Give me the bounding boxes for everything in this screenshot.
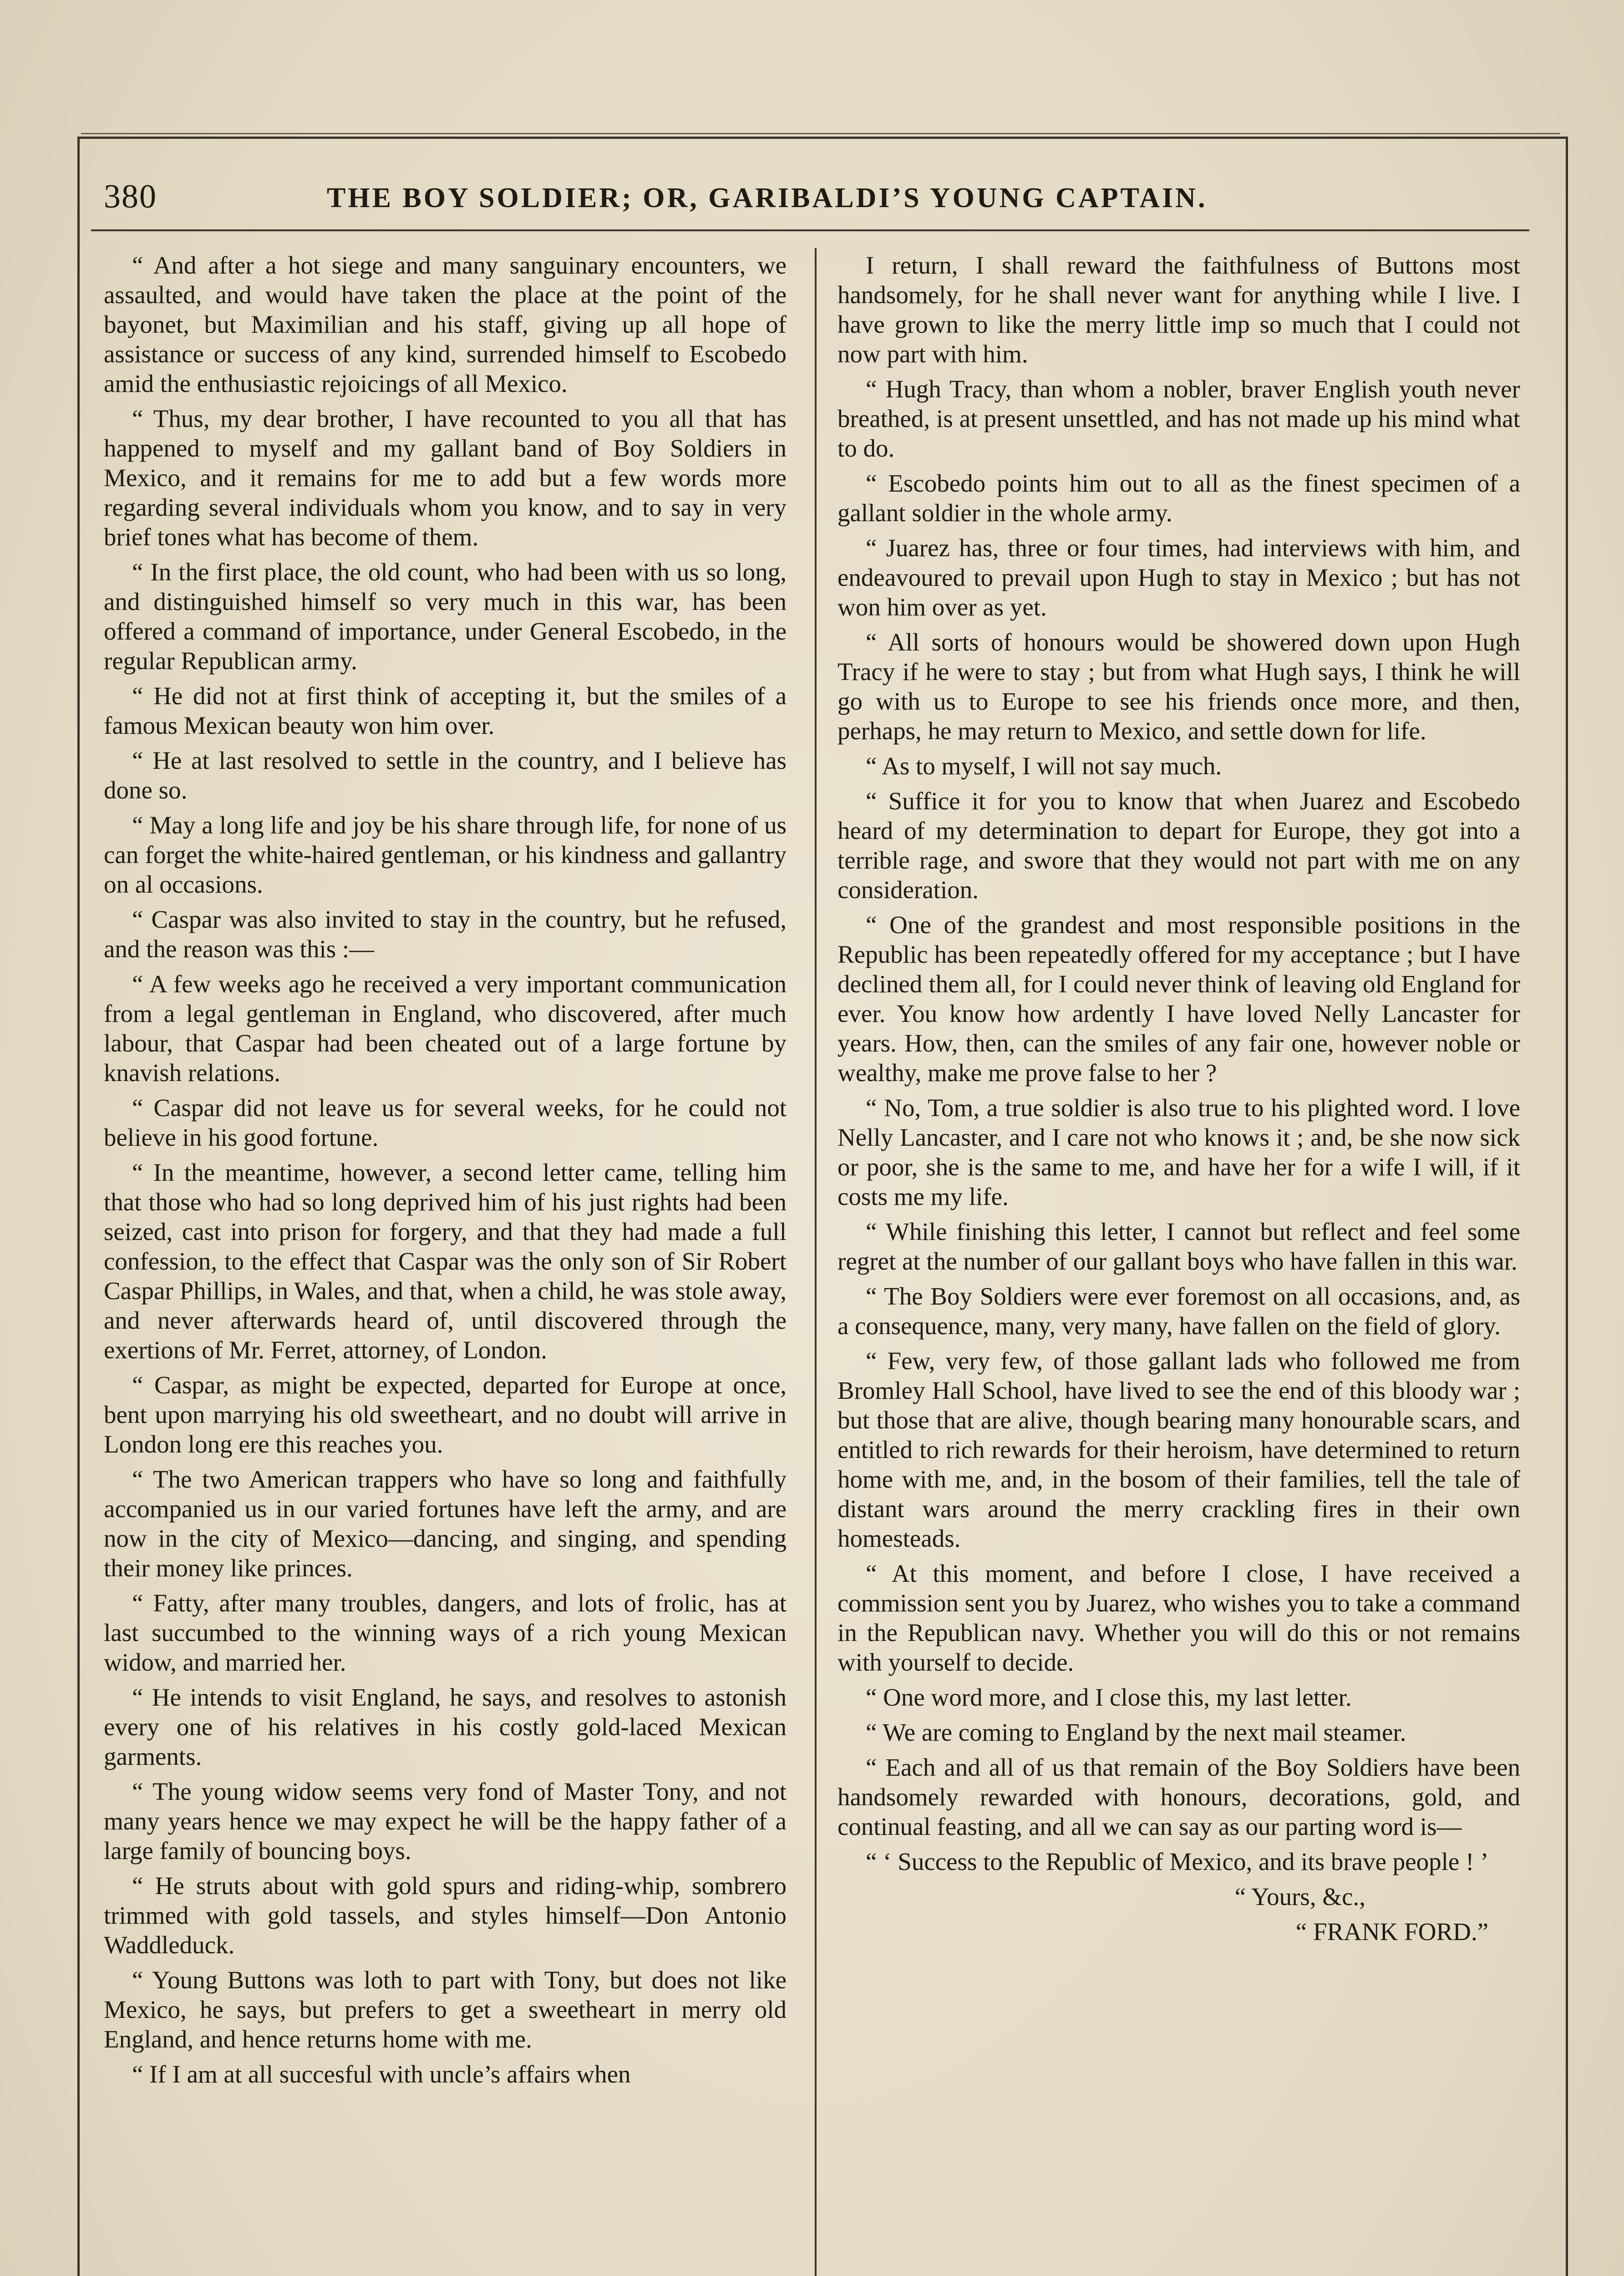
paragraph: “ Caspar did not leave us for several weeks, for he could not believe in his good fortune. [104,1094,787,1151]
paragraph: “ Few, very few, of those gallant lads who followed me from Bromley Hall School, have lived to see the end of this bloody war ; but those that are alive, though bearing many honourable scars, and entitled to rich rewards for their heroism, have determined to return home with me, and, in the bosom of their families, tell the tale of distant wars around the merry crackling fires in their own homesteads. [837,1347,1520,1552]
top-rule [81,133,1560,134]
right-paragraphs [837,250,1520,1876]
paragraph: “ One word more, and I close this, my last letter. [866,1683,1352,1711]
paragraph: “ Each and all of us that remain of the Boy Soldiers have been handsomely rewarded with honours, decorations, gold, and continual feasting, and all we can say as our parting word is— [837,1753,1520,1840]
paragraph: “ The two American trappers who have so long and faithfully accompanied us in our varied fortunes have left the army, and are now in the city of Mexico—dancing, and singing, and spending their money like princes. [104,1465,787,1582]
paragraph: “ All sorts of honours would be showered down upon Hugh Tracy if he were to stay ; but from what Hugh says, I think he will go with us to Europe to see his friends once more, and then, perhaps, he may return to Mexico, and settle down for life. [837,628,1520,745]
paragraph: I return, I shall reward the faithfulness of Buttons most handsomely, for he shall never want for anything while I live. I have grown to like the merry little imp so much that I could not now part with him. [837,251,1520,368]
paragraph: “ Escobedo points him out to all as the finest specimen of a gallant soldier in the whole army. [837,469,1520,527]
paragraph: “ The young widow seems very fond of Master Tony, and not many years hence we may expect he will be the happy father of a large family of bouncing boys. [104,1778,787,1864]
closing-line: “ Yours, &c., [1234,1883,1365,1910]
paragraph: “ ‘ Success to the Republic of Mexico, and its brave people ! ’ [866,1848,1489,1875]
left-column [104,250,787,2094]
paragraph: “ Juarez has, three or four times, had interviews with him, and endeavoured to prevail upon Hugh to stay in Mexico ; but has not won him over as yet. [837,534,1520,621]
paragraph: “ He intends to visit England, he says, and resolves to astonish every one of his relatives in his costly gold-laced Mexican garments. [104,1683,787,1770]
paragraph: “ And after a hot siege and many sanguinary encounters, we assaulted, and would have taken the place at the point of the bayonet, but Maximilian and his staff, giving up all hope of assistance or success of any kind, surrended himself to Escobedo amid the enthusiastic rejoicings of all Mexico. [104,251,787,397]
paragraph: “ While finishing this letter, I cannot but reflect and feel some regret at the number of our gallant boys who have fallen in this war. [837,1218,1520,1275]
paragraph: “ Caspar, as might be expected, departed for Europe at once, bent upon marrying his old sweetheart, and no doubt will arrive in London long ere this reaches you. [104,1371,787,1458]
column-divider [815,248,817,2276]
paragraph: “ At this moment, and before I close, I have received a commission sent you by Juarez, who wishes you to take a command in the Republican navy. Whether you will do this or not remains with yourself to decide. [837,1560,1521,1676]
paragraph: “ He struts about with gold spurs and riding-whip, sombrero trimmed with gold tassels, and styles himself—Don Antonio Waddleduck. [104,1872,787,1959]
paragraph: “ In the meantime, however, a second letter came, telling him that those who had so long deprived him of his just rights had been seized, cast into prison for forgery, and that they had made a full confession, to the effect that Caspar was the only son of Sir Robert Caspar Phillips, in Wales, and that, when a child, he was stole away, and never afterwards heard of, until discovered through the exertions of Mr. Ferret, attorney, of London. [104,1158,787,1364]
paragraph: “ He did not at first think of accepting it, but the smiles of a famous Mexican beauty won him over. [104,682,787,739]
paragraph: “ The Boy Soldiers were ever foremost on all occasions, and, as a consequence, many, very many, have fallen on the field of glory. [837,1282,1520,1340]
paragraph: “ Suffice it for you to know that when Juarez and Escobedo heard of my determination to depart for Europe, they got into a terrible rage, and swore that they would not part with me on any consideration. [837,787,1520,904]
paragraph: “ May a long life and joy be his share through life, for none of us can forget the white-haired gentleman, or his kindness and gallantry on al occasions. [104,811,787,898]
paragraph: “ Caspar was also invited to stay in the country, but he refused, and the reason was this :— [104,905,787,963]
page-header [104,168,1533,228]
paragraph: “ He at last resolved to settle in the country, and I believe has done so. [104,747,787,804]
signature: “ FRANK FORD.” [1295,1918,1488,1946]
paragraph: “ A few weeks ago he received a very important communication from a legal gentleman in England, who discovered, after much labour, that Caspar had been cheated out of a large fortune by knavish relations. [104,970,787,1087]
paragraph: “ No, Tom, a true soldier is also true to his plighted word. I love Nelly Lancaster, and I care not who knows it ; and, be she now sick or poor, she is the same to me, and have her for a wife I will, if it costs me my life. [837,1094,1520,1210]
paragraph: “ Hugh Tracy, than whom a nobler, braver English youth never breathed, is at present unsettled, and has not made up his mind what to do. [837,375,1520,462]
paragraph: “ If I am at all succesful with uncle’s affairs when [132,2060,631,2088]
right-column [837,250,1520,1952]
page-number: 380 [104,178,157,215]
paragraph: “ In the first place, the old count, who had been with us so long, and distinguished himself so very much in this war, has been offered a command of importance, under General Escobedo, in the regular Republican army. [104,558,787,675]
paragraph: “ Thus, my dear brother, I have recounted to you all that has happened to myself and my gallant band of Boy Soldiers in Mexico, and it remains for me to add but a few words more regarding several individuals whom you know, and to say in very brief tones what has become of them. [104,405,787,551]
header-rule [91,229,1529,231]
paragraph: “ Young Buttons was loth to part with Tony, but does not like Mexico, he says, but prefers to get a sweetheart in merry old England, and hence returns home with me. [104,1966,787,2053]
running-title: THE BOY SOLDIER; OR, GARIBALDI’S YOUNG CAPTAIN. [327,183,1208,213]
paragraph: “ Fatty, after many troubles, dangers, and lots of frolic, has at last succumbed to the winning ways of a rich young Mexican widow, and married her. [104,1589,787,1676]
paragraph: “ As to myself, I will not say much. [866,752,1222,780]
paragraph: “ We are coming to England by the next mail steamer. [866,1718,1406,1746]
paragraph: “ One of the grandest and most responsible positions in the Republic has been repeatedly offered for my acceptance ; but I have declined them all, for I could never think of leaving old England for ever. You know how ardently I have loved Nelly Lancaster for years. How, then, can the smiles of any fair one, however noble or wealthy, make me prove false to her ? [837,911,1520,1087]
